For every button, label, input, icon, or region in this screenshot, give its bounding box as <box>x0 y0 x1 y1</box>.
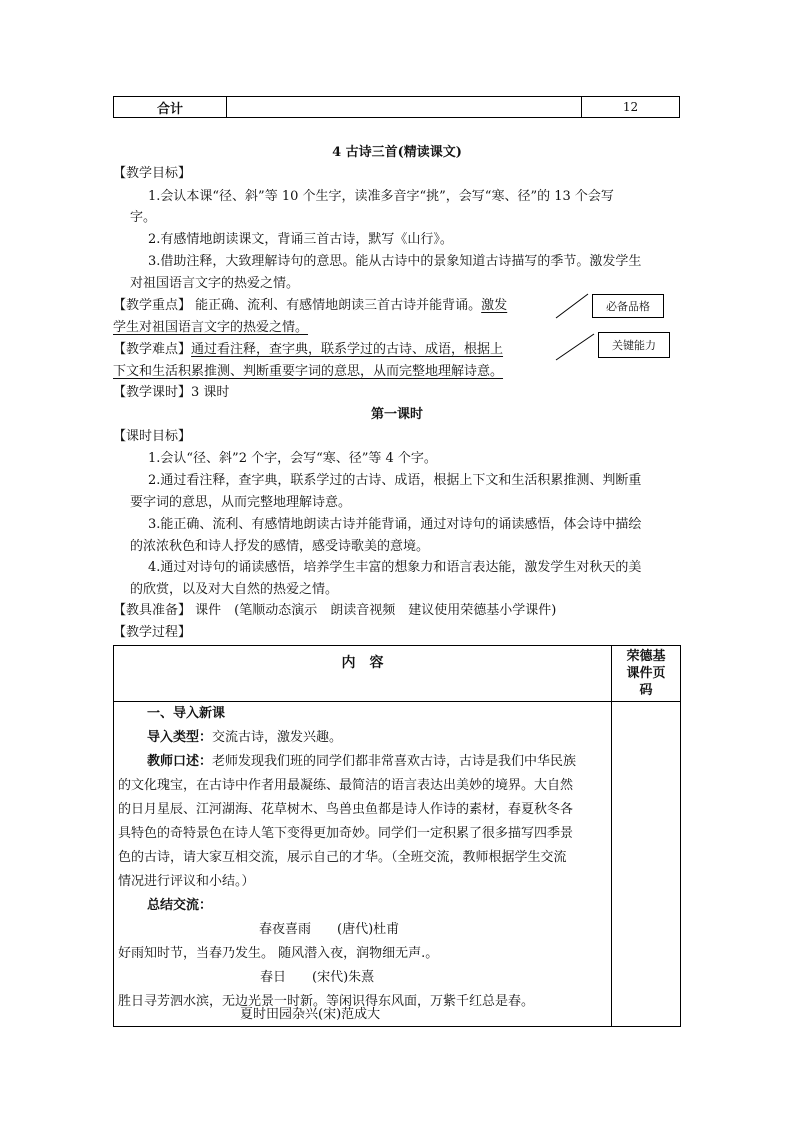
process-table <box>113 645 681 1027</box>
periods-label: 【教学课时】 <box>113 385 192 400</box>
poem-3-title: 夏时田园杂兴(宋)范成大 <box>240 1007 381 1022</box>
first-period-title: 第一课时 <box>370 407 423 422</box>
prep-text: 课件 (笔顺动态演示 朗读音视频 建议使用荣德基小学课件) <box>195 603 557 618</box>
header-courseware-pages <box>612 648 680 699</box>
header-pages-line-1: 荣德基 <box>626 649 666 664</box>
prep-line <box>113 601 683 621</box>
poem-1-text: 好雨知时节，当春乃发生。 随风潜入夜，润物细无声.。 <box>118 946 439 961</box>
period-goal-4: 4.通过对诗句的诵读感悟，培养学生丰富的想象力和语言表达能，激发学生对秋天的美 <box>148 560 642 575</box>
intro-type-label: 导入类型： <box>147 730 213 745</box>
period-goal-1: 1.会认“径、斜”2 个字，会写“寒、径”等 4 个字。 <box>148 451 437 466</box>
goals-heading: 【教学目标】 <box>113 166 192 181</box>
key-points-label: 【教学重点】 <box>113 298 192 313</box>
callout-key-ability: 关键能力 <box>598 332 670 358</box>
header-pages-line-2: 课件页 <box>626 666 666 681</box>
key-points-line-2: 学生对祖国语言文字的热爱之情。 <box>113 320 309 335</box>
teacher-line-2: 的文化瑰宝，在古诗中作者用最凝练、最简洁的语言表达出美妙的境界。大自然 <box>118 778 574 793</box>
intro-type-text: 交流古诗，激发兴趣。 <box>212 730 343 745</box>
teacher-line-4: 具特色的奇特景色在诗人笔下变得更加奇妙。同学们一定积累了很多描写四季景 <box>118 826 574 841</box>
difficult-points-label: 【教学难点】 <box>113 342 192 357</box>
section-intro-heading: 一、导入新课 <box>147 706 226 721</box>
total-row-table <box>113 96 680 118</box>
total-label: 合计 <box>114 97 227 117</box>
poem-2-text: 胜日寻芳泗水滨，无边光景一时新。等闲识得东风面，万紫千红总是春。 <box>118 994 535 1009</box>
goal-line-1: 1.会认本课“径、斜”等 10 个生字，读准多音字“挑”，会写“寒、径”的 13 个会写 <box>148 189 614 204</box>
intro-type-line <box>147 726 637 750</box>
periods-value: 3 课时 <box>191 385 230 400</box>
total-empty-cell <box>227 97 582 117</box>
callout-essential-character: 必备品格 <box>592 294 664 318</box>
poem-1-title: 春夜喜雨 (唐代)杜甫 <box>259 922 400 937</box>
process-heading: 【教学过程】 <box>113 625 192 640</box>
prep-label: 【教具准备】 <box>113 603 192 618</box>
goal-line-3b: 对祖国语言文字的热爱之情。 <box>130 276 300 291</box>
teacher-line-6: 情况进行评议和小结。） <box>118 874 255 889</box>
period-goals-heading: 【课时目标】 <box>113 429 192 444</box>
goal-line-3: 3.借助注释，大致理解诗句的意思。能从古诗中的景象知道古诗描写的季节。激发学生 <box>148 254 642 269</box>
teacher-line-5: 色的古诗，请大家互相交流，展示自己的才华。（全班交流，教师根据学生交流 <box>118 850 567 865</box>
lesson-title: 4 古诗三首(精读课文) <box>332 145 462 160</box>
periods-line <box>113 383 683 403</box>
summary-label: 总结交流： <box>147 898 213 913</box>
period-goal-2: 2.通过看注释，查字典，联系学过的古诗、成语，根据上下文和生活积累推测、判断重 <box>148 473 642 488</box>
teacher-line-3: 的日月星辰、江河湖海、花草树木、鸟兽虫鱼都是诗人作诗的素材，春夏秋冬各 <box>118 802 574 817</box>
teacher-label: 教师口述： <box>147 754 213 769</box>
teacher-line-1 <box>147 750 637 774</box>
poem-2-title: 春日 (宋代)朱熹 <box>260 970 375 985</box>
teacher-text-1: 老师发现我们班的同学们都非常喜欢古诗，古诗是我们中华民族 <box>212 754 577 769</box>
key-points-text: 能正确、流利、有感情地朗读三首古诗并能背诵。 <box>195 298 482 313</box>
period-goal-2b: 要字词的意思，从而完整地理解诗意。 <box>130 495 352 510</box>
total-value: 12 <box>622 100 639 114</box>
period-goal-3: 3.能正确、流利、有感情地朗读古诗并能背诵，通过对诗句的诵读感悟，体会诗中描绘 <box>148 517 642 532</box>
period-goal-4b: 的欣赏，以及对大自然的热爱之情。 <box>130 582 339 597</box>
header-pages-line-3: 码 <box>639 683 653 698</box>
header-content: 内 容 <box>341 655 384 671</box>
goal-line-1b: 字。 <box>130 210 157 225</box>
difficult-points-text: 通过看注释，查字典，联系学过的古诗、成语，根据上 <box>191 342 504 357</box>
key-points-text-underlined: 激发 <box>481 298 508 313</box>
goal-line-2: 2.有感情地朗读课文，背诵三首古诗，默写《山行》。 <box>148 232 453 247</box>
difficult-points-line-2: 下文和生活积累推测、判断重要字词的意思，从而完整地理解诗意。 <box>113 364 504 379</box>
period-goal-3b: 的浓浓秋色和诗人抒发的感情，感受诗歌美的意境。 <box>130 539 430 554</box>
